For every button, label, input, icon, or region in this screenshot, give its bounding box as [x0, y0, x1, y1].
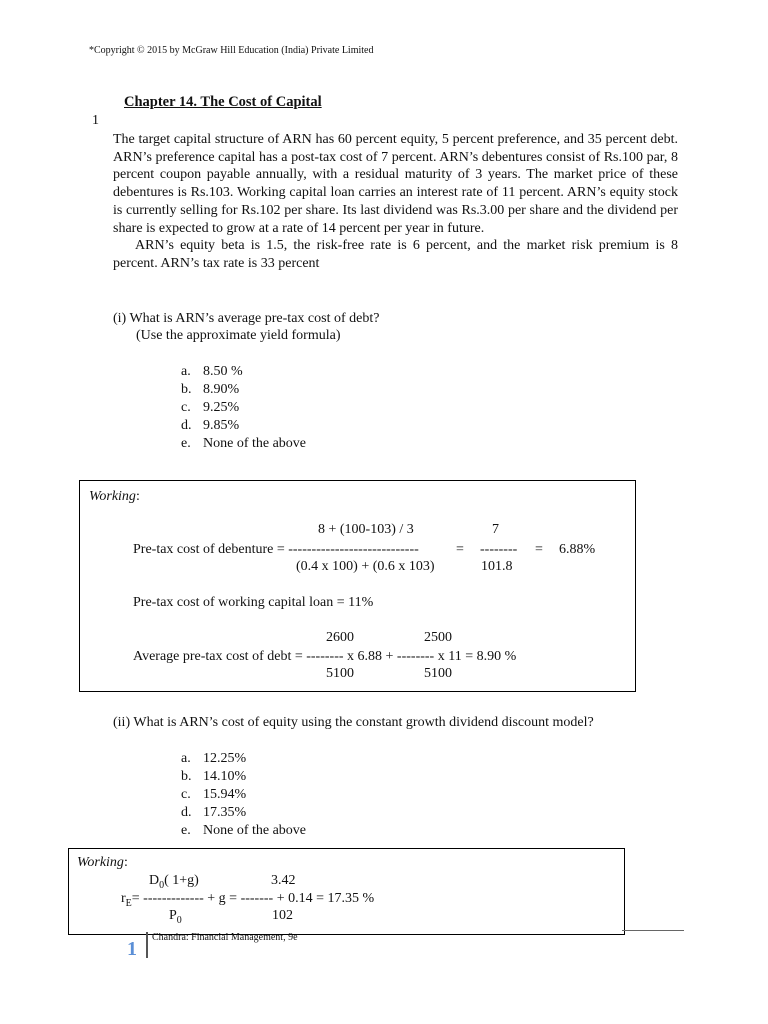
- debenture-numerator: 8 + (100-103) / 3: [318, 522, 414, 537]
- avg-denominator-1: 5100: [326, 666, 354, 681]
- debenture-result: 6.88%: [559, 542, 596, 557]
- cost-of-equity-symbol: r: [121, 891, 126, 906]
- option-c: [181, 399, 306, 417]
- debenture-equals-2: =: [535, 542, 543, 557]
- problem-paragraph-2: ARN’s equity beta is 1.5, the risk-free rate is 6 percent, and the market risk premium is 8 percent. ARN’s tax rate is 33 percent: [113, 238, 678, 271]
- question-1-number: (i): [113, 311, 127, 326]
- formula-denominator-right: 102: [272, 908, 293, 923]
- option-a: [181, 363, 306, 381]
- option-text: 14.10%: [203, 769, 247, 784]
- option-text: 9.25%: [203, 400, 240, 415]
- option-letter: b.: [181, 382, 192, 397]
- option-e: [181, 435, 306, 453]
- option-text: 17.35%: [203, 805, 247, 820]
- option-b: [181, 768, 306, 786]
- option-e: [181, 822, 306, 840]
- debenture-equals: =: [456, 542, 464, 557]
- option-letter: a.: [181, 364, 191, 379]
- problem-statement: [113, 131, 678, 273]
- option-text: None of the above: [203, 436, 307, 451]
- working-box-2: [68, 848, 625, 935]
- question-1-options: [181, 363, 306, 453]
- option-text: 12.25%: [203, 751, 247, 766]
- option-d: [181, 804, 306, 822]
- option-c: [181, 786, 306, 804]
- question-2-options: [181, 750, 306, 840]
- working-colon: :: [135, 489, 140, 504]
- option-letter: d.: [181, 418, 192, 433]
- dividend-symbol: D: [149, 873, 160, 888]
- option-text: None of the above: [203, 823, 307, 838]
- option-d: [181, 417, 306, 435]
- debenture-numerator-value: 7: [492, 522, 499, 537]
- option-letter: e.: [181, 823, 191, 838]
- debenture-denominator-value: 101.8: [481, 559, 513, 574]
- chapter-title: Chapter 14. The Cost of Capital: [124, 94, 322, 110]
- working-2-heading: [77, 853, 128, 871]
- option-letter: c.: [181, 400, 191, 415]
- option-letter: d.: [181, 805, 192, 820]
- option-text: 8.90%: [203, 382, 240, 397]
- question-1-hint: (Use the approximate yield formula): [136, 328, 341, 343]
- option-text: 8.50 %: [203, 364, 243, 379]
- avg-numerator-1: 2600: [326, 630, 354, 645]
- avg-denominator-2: 5100: [424, 666, 452, 681]
- working-box-1: [79, 480, 636, 692]
- formula-numerator-right: 3.42: [271, 873, 296, 888]
- option-letter: a.: [181, 751, 191, 766]
- option-text: 9.85%: [203, 418, 240, 433]
- footer-divider: [146, 932, 148, 958]
- option-letter: c.: [181, 787, 191, 802]
- cost-of-equity-formula: = ------------- + g = ------- + 0.14 = 17.35 %: [131, 891, 375, 906]
- cost-of-equity-subscript: E: [125, 897, 132, 909]
- debenture-denominator: (0.4 x 100) + (0.6 x 103): [296, 559, 435, 574]
- question-1-text: What is ARN’s average pre-tax cost of debt?: [129, 311, 380, 326]
- option-text: 15.94%: [203, 787, 247, 802]
- formula-denominator-left: [169, 908, 182, 926]
- problem-paragraph-1: The target capital structure of ARN has 60 percent equity, 5 percent preference, and 35 percent debt. ARN’s preference capital has a post-tax cost of 7 percent. ARN’s debentures consist of Rs.100 par, 8 percent coupon payable annually, with a residual maturity of 3 years. The market price of these debentures is Rs.103. Working capital loan carries an interest rate of 11 percent. ARN’s equity stock is currently selling for Rs.102 per share. Its last dividend was Rs.3.00 per share and the dividend per share is expected to grow at a rate of 14 percent per year in future.: [113, 132, 678, 236]
- question-number: 1: [92, 113, 99, 128]
- working-1-heading: [89, 487, 140, 505]
- growth-term: ( 1+g): [164, 873, 199, 888]
- option-letter: e.: [181, 436, 191, 451]
- working-capital-line: Pre-tax cost of working capital loan = 11%: [133, 595, 374, 610]
- footer-rule: [622, 930, 684, 931]
- cost-of-equity-line: [121, 891, 374, 909]
- option-b: [181, 381, 306, 399]
- dividend-subscript: 0: [159, 879, 165, 891]
- debenture-formula-line: Pre-tax cost of debenture = ----------------------------: [133, 542, 419, 557]
- avg-formula-line: Average pre-tax cost of debt = -------- x 6.88 + -------- x 11 = 8.90 %: [133, 649, 517, 664]
- working-label: Working: [77, 855, 124, 870]
- question-1: [113, 310, 379, 328]
- copyright-notice: *Copyright © 2015 by McGraw Hill Education (India) Private Limited: [89, 45, 374, 56]
- option-a: [181, 750, 306, 768]
- price-symbol: P: [169, 908, 177, 923]
- working-colon: :: [123, 855, 128, 870]
- footer-text: Chandra: Financial Management, 9e: [152, 932, 298, 943]
- option-letter: b.: [181, 769, 192, 784]
- question-2-text: (ii) What is ARN’s cost of equity using the constant growth dividend discount model?: [113, 715, 594, 730]
- working-label: Working: [89, 489, 136, 504]
- avg-numerator-2: 2500: [424, 630, 452, 645]
- price-subscript: 0: [176, 914, 182, 926]
- page-number: 1: [127, 938, 137, 960]
- debenture-fraction-bar: --------: [480, 542, 518, 557]
- formula-numerator-left: [149, 873, 199, 891]
